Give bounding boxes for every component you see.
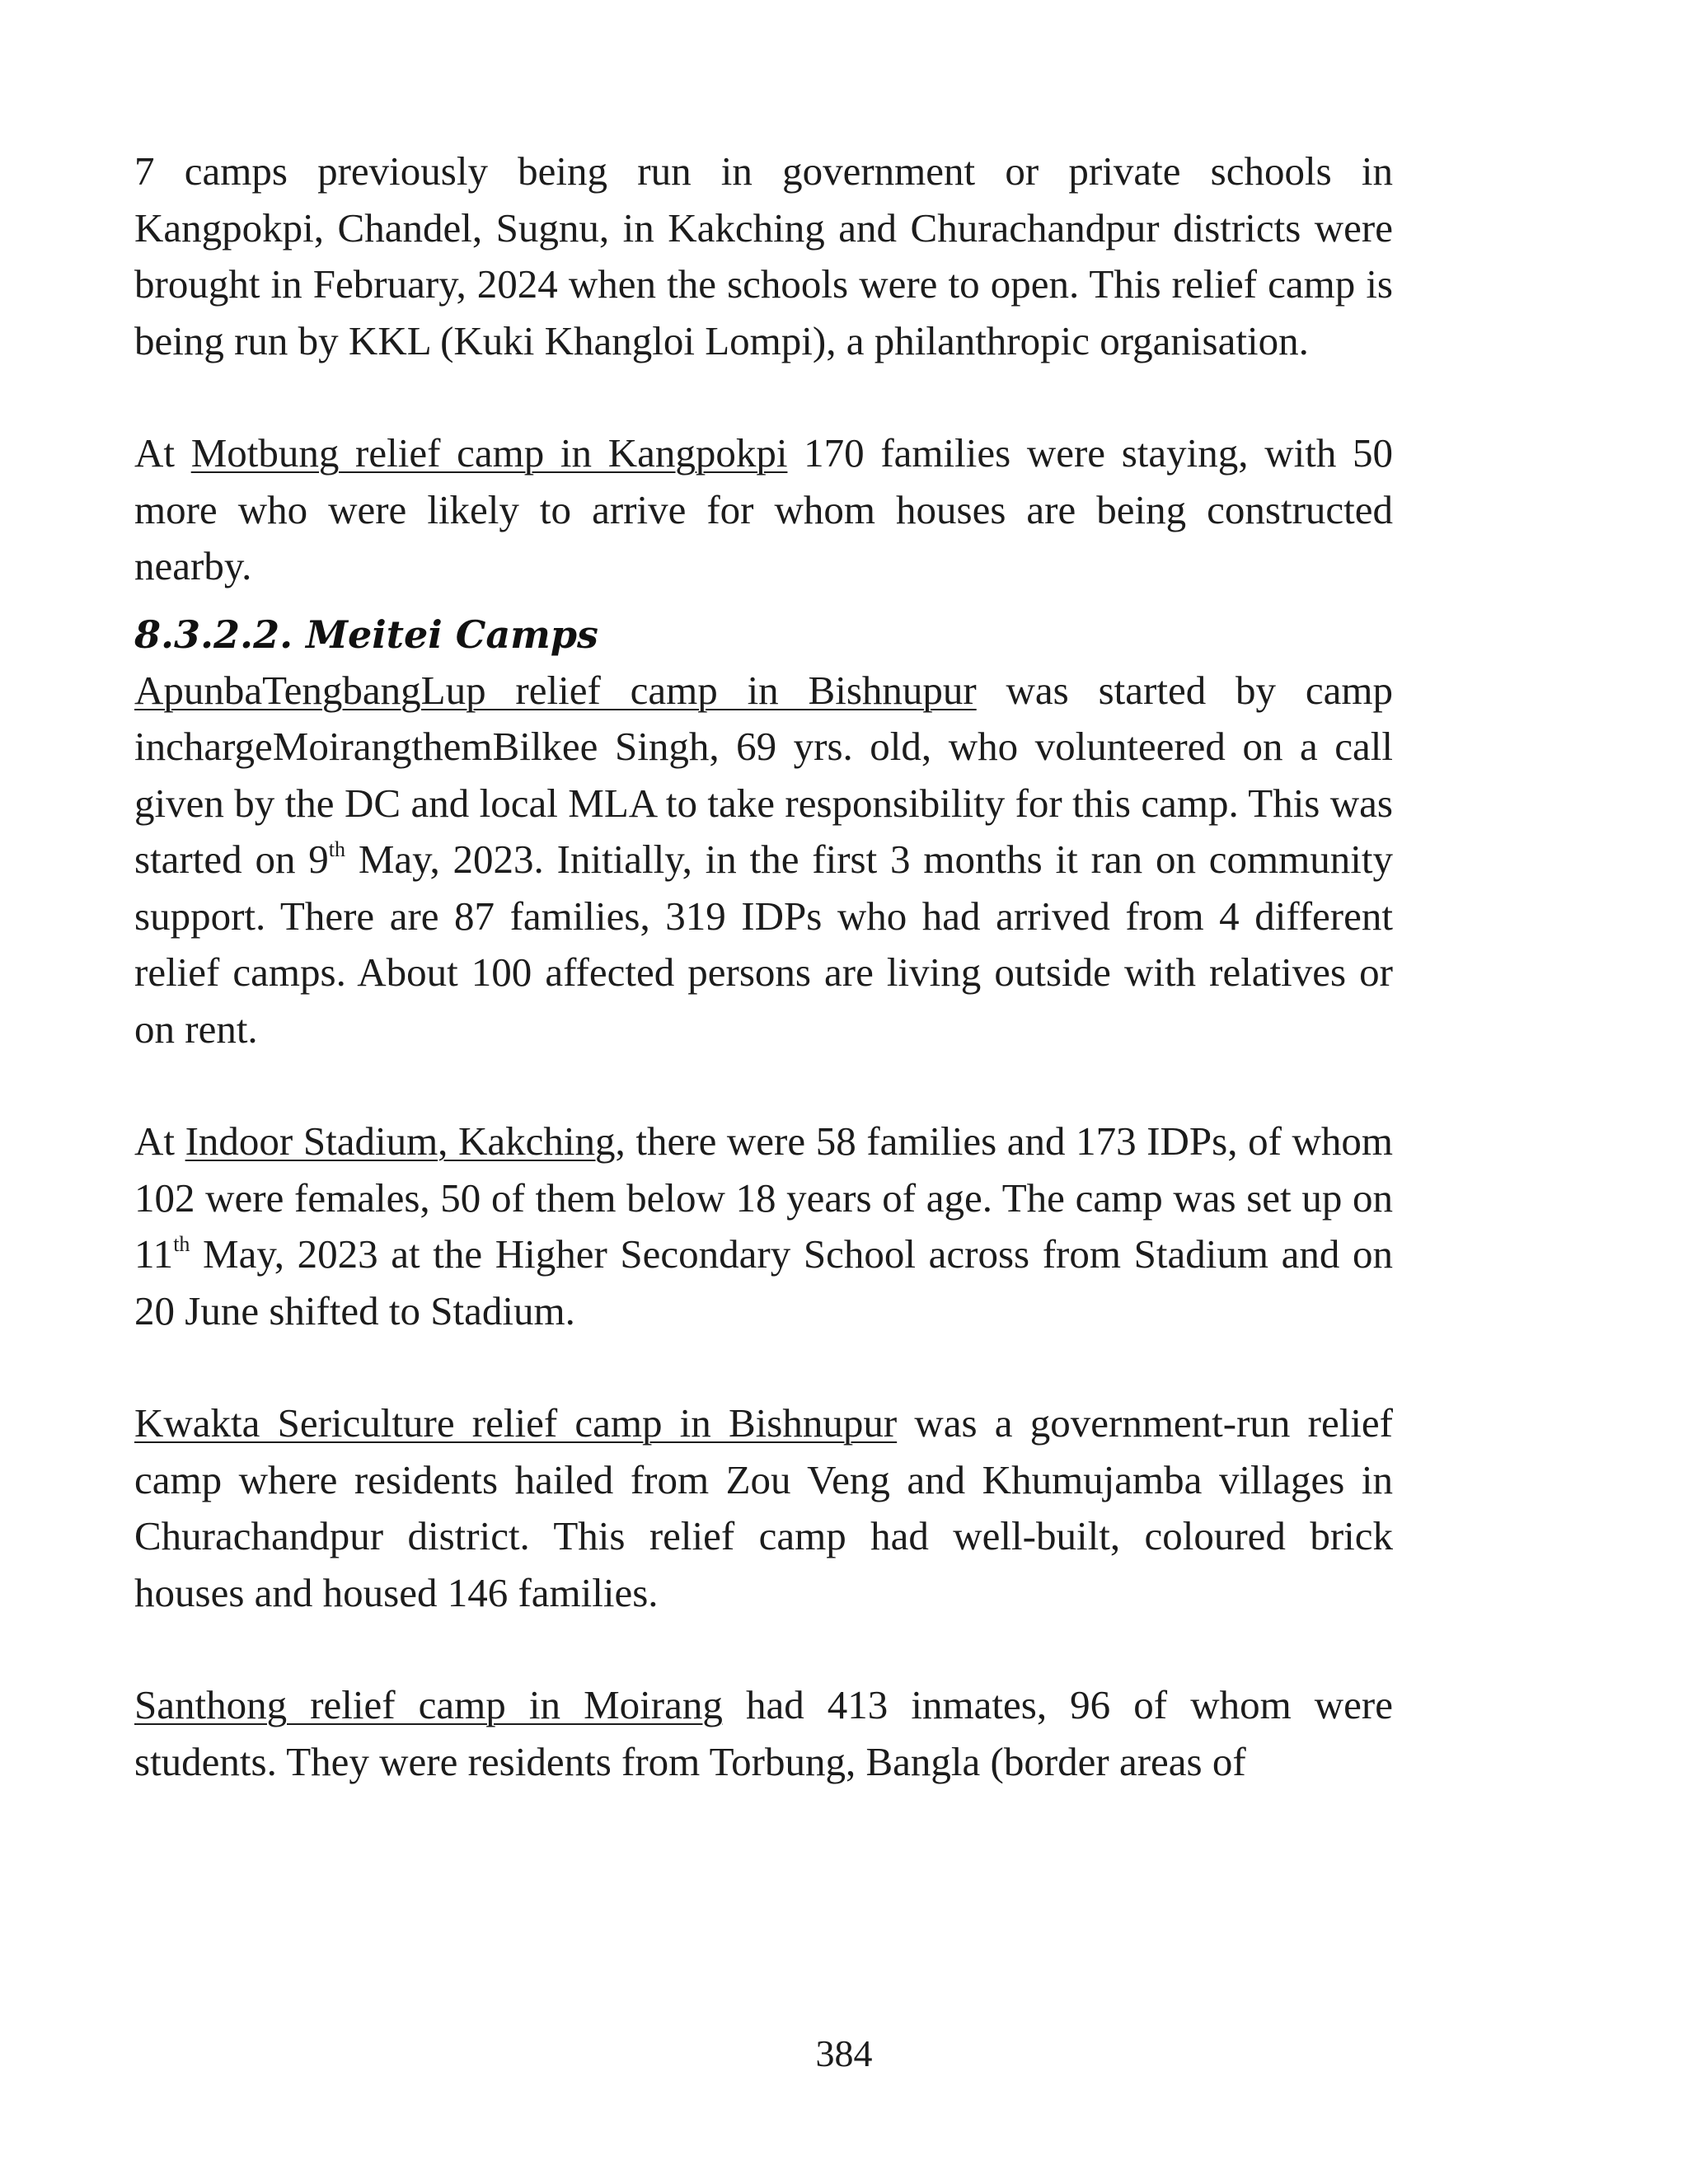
link-motbung-camp: Motbung relief camp in Kangpokpi — [190, 430, 788, 476]
spacer — [134, 369, 1393, 425]
text: At — [134, 1118, 185, 1164]
text: had 413 inmates, 96 of whom were students. They were residents from Torbung, Bangla (border areas of — [134, 1682, 1393, 1784]
text: 170 families were staying, with 50 more who were likely to arrive for whom houses are being constructed nearby. — [134, 430, 1394, 588]
page-body — [134, 143, 1393, 1790]
spacer — [134, 1339, 1393, 1395]
text: May, 2023 at the Higher Secondary School across from Stadium and on 20 June shifted to Stadium. — [134, 1231, 1393, 1333]
paragraph-schools-camps: 7 camps previously being run in government or private schools in Kangpokpi, Chandel, Sugnu, in Kakching and Churachandpur districts were brought in February, 2024 when the schools were to open. This relief camp is being run by KKL (Kuki Khangloi Lompi), a philanthropic organisation. — [134, 148, 1393, 363]
link-santhong-camp: Santhong relief camp in Moirang — [134, 1682, 723, 1727]
page-number: 384 — [815, 2032, 873, 2074]
spacer — [134, 1057, 1393, 1113]
spacer — [134, 595, 1393, 607]
spacer — [134, 1621, 1393, 1677]
paragraph-kwakta — [134, 1395, 1393, 1621]
paragraph-motbung — [134, 425, 1393, 595]
link-kakching-stadium: Indoor Stadium, Kakching — [185, 1118, 616, 1164]
text: was a government-run relief camp where residents hailed from Zou Veng and Khumujamba villages in Churachandpur district. This relief camp had well-built, coloured brick houses and housed 146 families. — [134, 1400, 1393, 1615]
paragraph-kakching — [134, 1113, 1393, 1339]
superscript: th — [173, 1232, 190, 1256]
superscript: th — [328, 837, 346, 861]
section-heading: 8.3.2.2. Meitei Camps — [134, 612, 598, 657]
text: was started by camp inchargeMoirangthemBilkee Singh, 69 yrs. old, who volunteered on a call given by the DC and local MLA to take responsibility for this camp. This was started on 9 — [134, 667, 1393, 882]
link-kwakta-camp: Kwakta Sericulture relief camp in Bishnupur — [134, 1400, 898, 1446]
text: , there were 58 families and 173 IDPs, of whom 102 were females, 50 of them below 18 years of age. The camp was set up on 11 — [134, 1118, 1394, 1277]
paragraph-apunba — [134, 663, 1393, 1058]
link-apunba-camp: ApunbaTengbangLup relief camp in Bishnupur — [134, 667, 977, 713]
paragraph-santhong — [134, 1677, 1393, 1790]
text: May, 2023. Initially, in the first 3 months it ran on community support. There are 87 families, 319 IDPs who had arrived from 4 different relief camps. About 100 affected persons are living outside with relatives or on rent. — [134, 837, 1393, 1052]
text: At — [134, 430, 191, 476]
